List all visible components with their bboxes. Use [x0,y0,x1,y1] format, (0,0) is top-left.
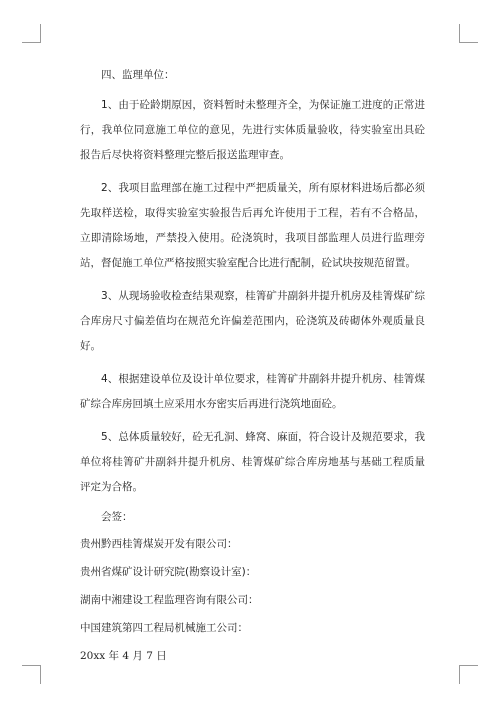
signatory-4: 中国建筑第四工程局机械施工公司： [80,622,248,634]
signatory-1: 贵州黔西桂箐煤炭开发有限公司： [80,538,238,550]
document-body [80,66,425,666]
paragraph-1: 1、由于砼龄期原因，资料暂时未整理齐全，为保证施工进度的正常进行，我单位同意施工单位的意见，先进行实体质量验收，待实验室出具砼报告后尽快将资料整理完整后报送监理审查。 [80,99,425,161]
crop-mark-bottom-right [459,665,478,684]
crop-mark-top-left [22,24,41,43]
paragraph-3: 3、从现场验收检查结果观察，桂箐矿井副斜井提升机房及桂箐煤矿综合库房尺寸偏差值均在规范允许偏差范围内，砼浇筑及砖砌体外观质量良好。 [80,290,425,352]
paragraph-2: 2、我项目监理部在施工过程中严把质量关，所有原材料进场后都必须先取样送检，取得实验室实验报告后再允许使用于工程，若有不合格品，立即清除场地，严禁投入使用。砼浇筑时，我项目部监理人员进行监理旁站，督促施工单位严格按照实验室配合比进行配制，砼试块按规范留置。 [80,182,425,269]
paragraph-4: 4、根据建设单位及设计单位要求，桂箐矿井副斜井提升机房、桂箐煤矿综合库房回填土应采用水夯密实后再进行浇筑地面砼。 [80,373,425,410]
signature-label: 会签： [101,511,133,523]
paragraph-5: 5、总体质量较好，砼无孔洞、蜂窝、麻面，符合设计及规范要求，我单位将桂箐矿井副斜井提升机房、桂箐煤矿综合库房地基与基础工程质量评定为合格。 [80,431,425,493]
crop-mark-bottom-left [22,665,41,684]
crop-mark-top-right [459,24,478,43]
section-heading: 四、监理单位： [101,69,175,81]
signatory-2: 贵州省煤矿设计研究院(勘察设计室)： [80,566,257,578]
document-date: 20xx 年 4 月 7 日 [80,650,167,662]
signatory-3: 湖南中湘建设工程监理咨询有限公司： [80,594,259,606]
